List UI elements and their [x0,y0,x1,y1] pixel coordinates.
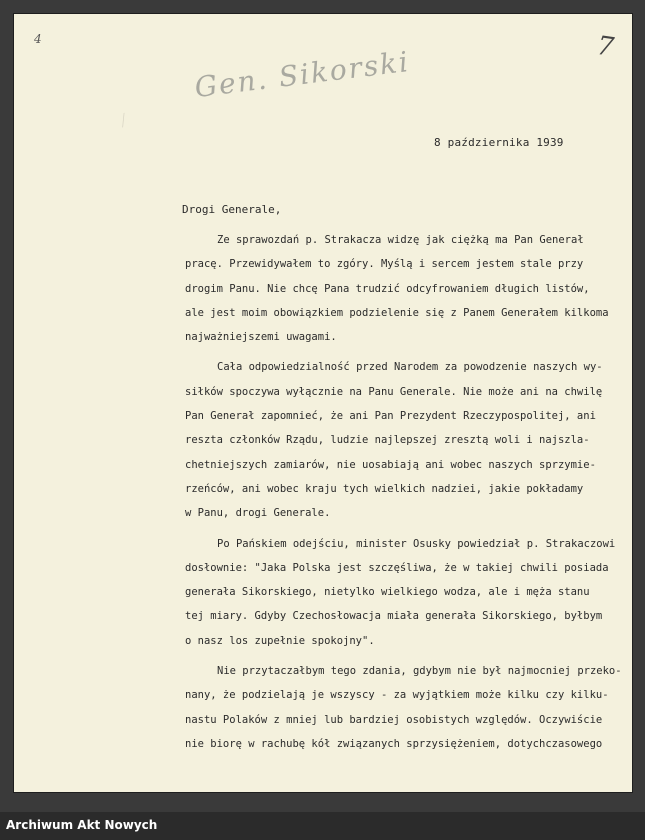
letter-body [185,228,622,756]
body-line: nastu Polaków z mniej lub bardziej osobistych względów. Oczywiście [185,713,603,726]
archive-credit: Archiwum Akt Nowych [6,818,158,832]
body-line: drogim Panu. Nie chcę Pana trudzić odcyfrowaniem długich listów, [185,282,590,295]
corner-mark: 4 [34,32,42,46]
body-line: chetniejszych zamiarów, nie uosabiają ani wobec naszych sprzymie- [185,458,596,471]
credit-bar [0,812,645,840]
body-line: w Panu, drogi Generale. [185,507,331,520]
body-line: tej miary. Gdyby Czechosłowacja miała generała Sikorskiego, byłbym [185,610,603,623]
body-line: dosłownie: "Jaka Polska jest szczęśliwa, że w takiej chwili posiada [185,561,609,574]
body-line: Cała odpowiedzialność przed Narodem za powodzenie naszych wy- [217,361,603,374]
body-line: o nasz los zupełnie spokojny". [185,634,375,647]
body-line: najważniejszemi uwagami. [185,331,337,344]
faint-pencil-mark: ⁄ [116,110,131,131]
body-line: Nie przytaczałbym tego zdania, gdybym nie był najmocniej przeko- [217,665,622,678]
body-line: generała Sikorskiego, nietylko wielkiego wodza, ale i męża stanu [185,586,590,599]
page-number: 7 [595,30,617,64]
body-line: pracę. Przewidywałem to zgóry. Myślą i sercem jestem stale przy [185,258,584,271]
body-line: ale jest moim obowiązkiem podzielenie się z Panem Generałem kilkoma [185,306,609,319]
body-line: Po Pańskiem odejściu, minister Osusky powiedział p. Strakaczowi [217,537,616,550]
body-line: reszta członków Rządu, ludzie najlepszej zresztą woli i najszla- [185,434,590,447]
body-line: nany, że podzielają je wszyscy - za wyjątkiem może kilku czy kilku- [185,689,609,702]
body-line: Pan Generał zapomnieć, że ani Pan Prezydent Rzeczypospolitej, ani [185,410,596,423]
letter-date: 8 października 1939 [434,136,564,149]
body-line: nie biorę w rachubę kół związanych sprzysiężeniem, dotychczasowego [185,737,603,750]
body-line: Ze sprawozdań p. Strakacza widzę jak ciężką ma Pan Generał [217,234,584,246]
body-line: siłków spoczywa wyłącznie na Panu Generale. Nie może ani na chwilę [185,385,603,398]
salutation: Drogi Generale, [182,203,282,216]
body-line: rzeńców, ani wobec kraju tych wielkich nadziei, jakie pokładamy [185,482,584,495]
pencil-annotation: Gen. Sikorski [192,44,412,105]
